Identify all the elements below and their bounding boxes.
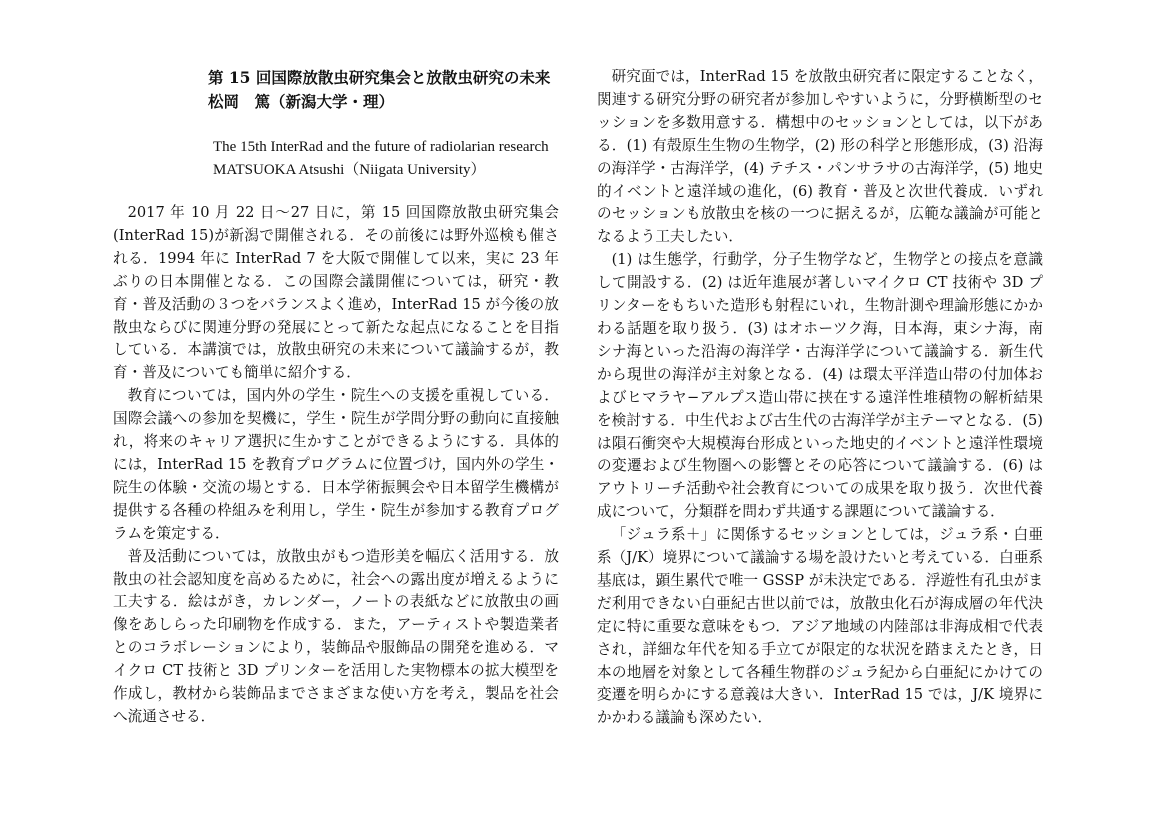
left-column xyxy=(113,66,559,729)
right-body-text xyxy=(597,66,1043,730)
paragraph: 研究面では，InterRad 15 を放散虫研究者に限定することなく，関連する研究分野の研究者が参加しやすいように，分野横断型のセッションを多数用意する．構想中のセッションとしては，以下がある．(1) 有殻原生生物の生物学，(2) 形の科学と形態形成，(3) 沿海の海洋学・古海洋学，(4) テチス・パンサラサの古海洋学，(5) 地史的イベントと遠洋域の進化，(6) 教育・普及と次世代養成．いずれのセッションも放散虫を核の一つに据えるが，広範な議論が可能となるよう工夫したい． xyxy=(597,68,1043,246)
paragraph: 「ジュラ系＋」に関係するセッションとしては，ジュラ系・白亜系（J/K）境界について議論する場を設けたいと考えている．白亜系基底は，顕生累代で唯一 GSSP が未決定である．浮遊性有孔虫がまだ利用できない白亜紀古世以前では，放散虫化石が海成層の年代決定に特に重要な意味をもつ．アジア地域の内陸部は非海成相で代表され，詳細な年代を知る手立てが限定的な状況を踏まえたとき，日本の地層を対象として各種生物群のジュラ紀から白亜紀にかけての変遷を明らかにする意義は大きい．InterRad 15 では，J/K 境界にかかわる議論も深めたい． xyxy=(597,526,1043,727)
paragraph: 教育については，国内外の学生・院生への支援を重視している．国際会議への参加を契機に，学生・院生が学問分野の動向に直接触れ，将来のキャリア選択に生かすことができるようにする．具体的には，InterRad 15 を教育プログラムに位置づけ，国内外の学生・院生の体験・交流の場とする．日本学術振興会や日本留学生機構が提供する各種の枠組みを利用し，学生・院生が参加する教育プログラムを策定する． xyxy=(113,387,559,542)
author-english: MATSUOKA Atsushi（Niigata University） xyxy=(213,162,486,178)
english-title-block xyxy=(213,136,559,182)
title-block xyxy=(208,66,559,114)
paragraph: (1) は生態学，行動学，分子生物学など，生物学との接点を意識して開設する．(2) は近年進展が著しいマイクロ CT 技術や 3D プリンターをもちいた造形も射程にいれ，生物計測や理論形態にかかわる話題を取り扱う．(3) はオホーツク海，日本海，東シナ海，南シナ海といった沿海の海洋学・古海洋学について議論する．新生代から現世の海洋が主対象となる．(4) は環太平洋造山帯の付加体およびヒマラヤ−アルプス造山帯に挟在する遠洋性堆積物の解析結果を検討する．中生代および古生代の古海洋学が主テーマとなる．(5) は隕石衝突や大規模海台形成といった地史的イベントと遠洋性環境の変遷および生物圏への影響とその応答について議論する．(6) はアウトリーチ活動や社会教育についての成果を取り扱う．次世代養成について，分類群を問わず共通する課題について議論する． xyxy=(597,251,1043,521)
author-japanese: 松岡 篤（新潟大学・理） xyxy=(208,92,395,111)
title-english: The 15th InterRad and the future of radiolarian research xyxy=(213,139,549,155)
title-japanese: 第 15 回国際放散虫研究集会と放散虫研究の未来 xyxy=(208,68,551,87)
paragraph: 普及活動については，放散虫がもつ造形美を幅広く活用する．放散虫の社会認知度を高めるために，社会への露出度が増えるように工夫する．絵はがき，カレンダー，ノートの表紙などに放散虫の画像をあしらった印刷物を作成する．また，アーティストや製造業者とのコラボレーションにより，装飾品や服飾品の開発を進める．マイクロ CT 技術と 3D プリンターを活用した実物標本の拡大模型を作成し，教材から装飾品までさまざまな使い方を考え，製品を社会へ流通させる． xyxy=(113,547,559,725)
right-column xyxy=(597,66,1043,730)
left-body-text xyxy=(113,202,559,729)
paragraph: 2017 年 10 月 22 日〜27 日に，第 15 回国際放散虫研究集会 (InterRad 15)が新潟で開催される．その前後には野外巡検も催される．1994 年に InterRad 7 を大阪で開催して以来，実に 23 年ぶりの日本開催となる．この国際会議開催については，研究・教育・普及活動の３つをバランスよく進め，InterRad 15 が今後の放散虫ならびに関連分野の発展にとって新たな起点になることを目指している．本講演では，放散虫研究の未来について議論するが，教育・普及についても簡単に紹介する． xyxy=(113,204,559,382)
